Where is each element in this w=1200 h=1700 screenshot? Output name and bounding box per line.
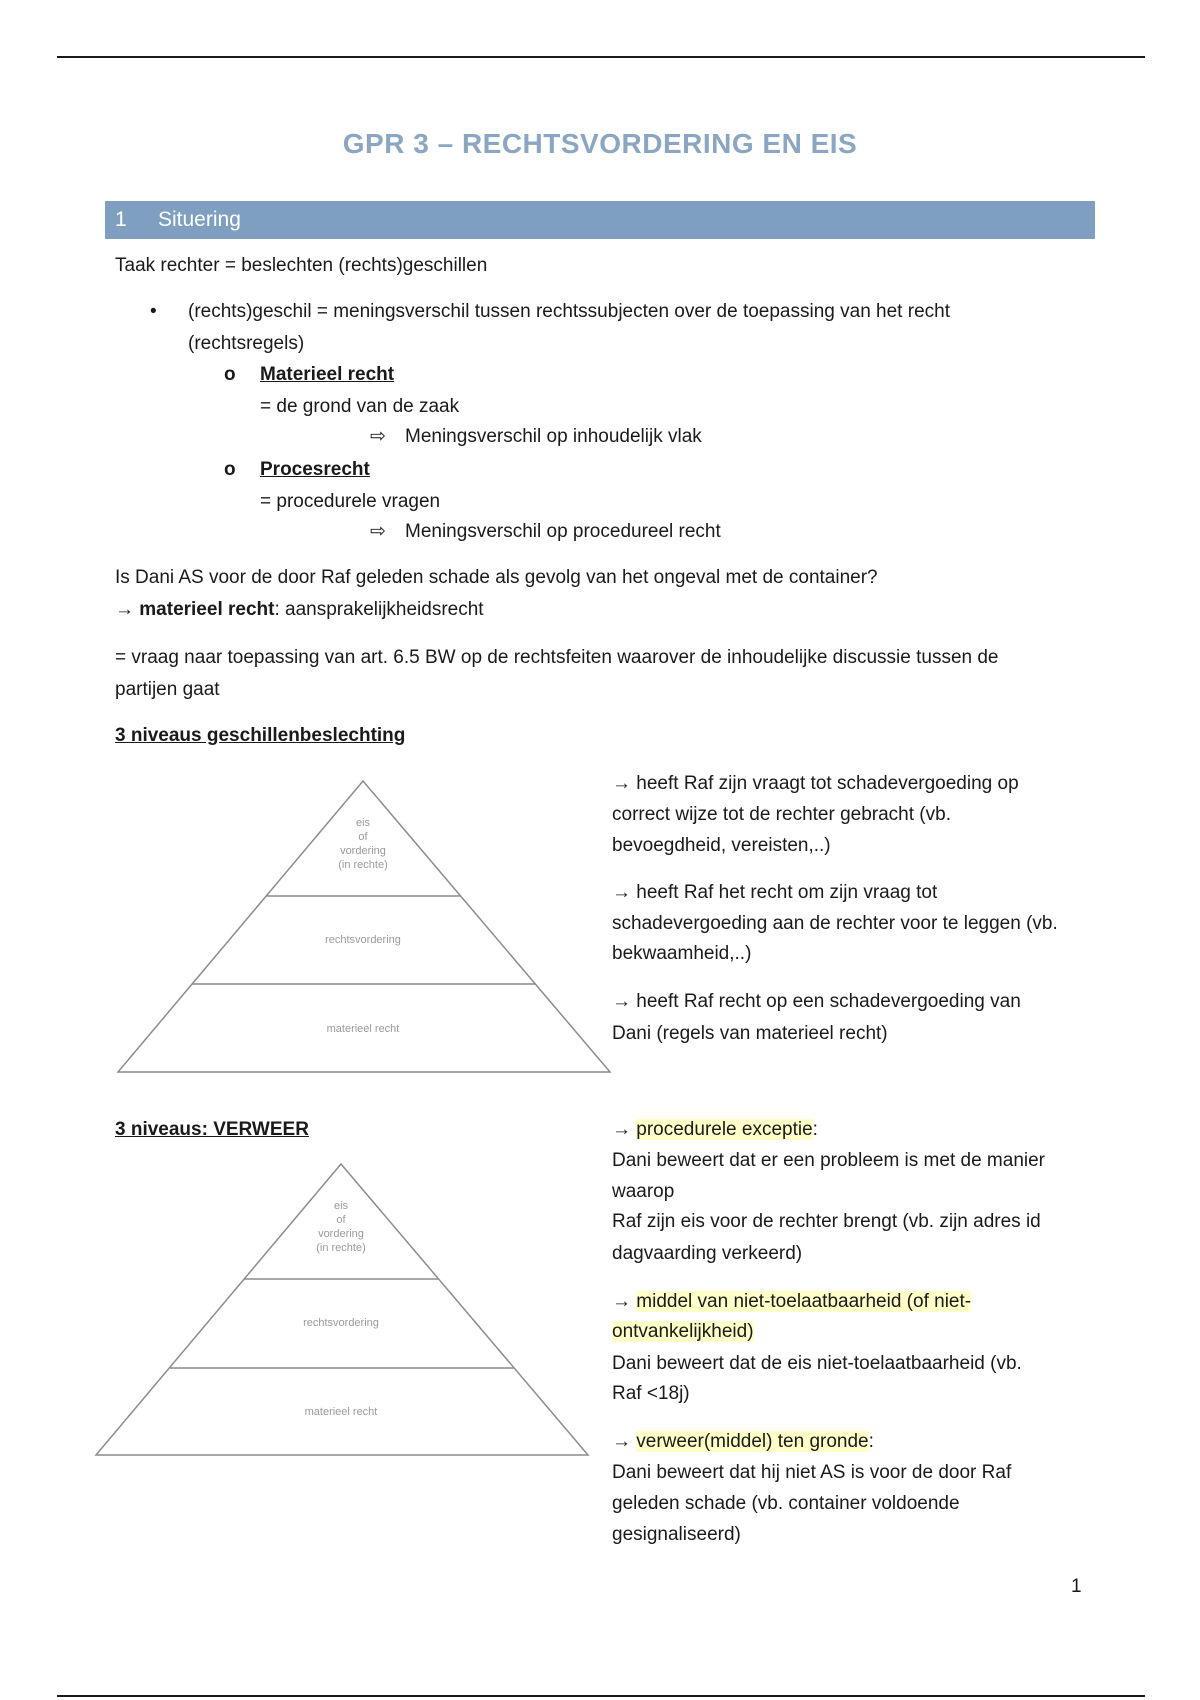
levels-point-line: → heeft Raf zijn vraagt tot schadevergoeding op (612, 773, 1019, 794)
highlighted-term: procedurele exceptie (636, 1119, 813, 1140)
defense-point-line: geleden schade (vb. container voldoende (612, 1493, 960, 1514)
pyramid-middle-label: rechtsvordering (325, 934, 401, 946)
explanation-line-2: partijen gaat (115, 679, 220, 700)
defense-point-title: → verweer(middel) ten gronde: (612, 1431, 874, 1452)
answer-rest: : aansprakelijkheidsrecht (274, 599, 484, 620)
levels-point-line: bevoegdheid, vereisten,..) (612, 835, 831, 856)
sub-item-definition: = de grond van de zaak (260, 396, 460, 417)
defense-point-line: Raf <18j) (612, 1383, 690, 1404)
section-title: Situering (158, 208, 241, 231)
highlighted-term: middel van niet-toelaatbaarheid (of niet- (636, 1291, 972, 1312)
pyramid-top-label: vordering (340, 845, 386, 857)
levels-heading: 3 niveaus geschillenbeslechting (115, 725, 406, 746)
pyramid-top-label: of (358, 831, 368, 843)
defense-point-title (612, 1286, 971, 1317)
pyramid-middle-label: rechtsvordering (303, 1317, 379, 1329)
defense-point-line: waarop (612, 1181, 675, 1202)
defense-point-line: Raf zijn eis voor de rechter brengt (vb. zijn adres id (612, 1211, 1041, 1232)
sub-item-heading: Procesrecht (260, 459, 370, 480)
arrow-icon: → (612, 1291, 631, 1312)
levels-point-line: Dani (regels van materieel recht) (612, 1023, 888, 1044)
defense-point-line: gesignaliseerd) (612, 1524, 741, 1545)
intro-text: Taak rechter = beslechten (rechts)geschillen (115, 255, 488, 276)
sub-bullet-marker: o (224, 364, 236, 385)
arrow-icon: → (612, 773, 631, 794)
answer-line (115, 594, 484, 625)
arrow-icon: → (612, 1431, 631, 1452)
sub-item-heading: Materieel recht (260, 364, 395, 385)
arrow-icon: → (612, 991, 631, 1012)
page-number: 1 (1071, 1576, 1082, 1597)
defense-point-title-cont (612, 1316, 754, 1347)
section-number: 1 (115, 208, 127, 231)
pyramid-diagram (110, 770, 620, 1080)
bullet-marker: • (150, 301, 157, 322)
defense-heading: 3 niveaus: VERWEER (115, 1119, 309, 1140)
defense-point-title: → procedurele exceptie: (612, 1119, 818, 1140)
pyramid-top-label: (in rechte) (338, 859, 388, 871)
defense-point-line: dagvaarding verkeerd) (612, 1243, 803, 1264)
section-header (105, 201, 1095, 239)
arrow-icon: → (612, 1119, 631, 1140)
pyramid-top-label: of (336, 1214, 346, 1226)
levels-point-line: schadevergoeding aan de rechter voor te leggen (vb. (612, 913, 1058, 934)
arrow-icon: → (115, 599, 134, 620)
sub-item-arrow-text: Meningsverschil op procedureel recht (405, 521, 721, 542)
arrow-icon: → (612, 882, 631, 903)
pyramid-bottom-label: materieel recht (326, 1023, 400, 1035)
arrow-icon: ⇨ (370, 521, 386, 542)
levels-point-line: → heeft Raf recht op een schadevergoeding van (612, 991, 1021, 1012)
answer-bold: materieel recht (139, 599, 275, 620)
page-title: GPR 3 – RECHTSVORDERING EN EIS (342, 128, 858, 159)
bullet-line-1: (rechts)geschil = meningsverschil tussen rechtssubjecten over de toepassing van het recht (188, 301, 950, 322)
pyramid-top-label: eis (355, 817, 371, 829)
pyramid-top-label: (in rechte) (316, 1242, 366, 1254)
bullet-line-2: (rechtsregels) (188, 333, 305, 354)
highlighted-term: verweer(middel) ten gronde (636, 1431, 869, 1452)
levels-point-line: bekwaamheid,..) (612, 943, 752, 964)
sub-bullet-marker: o (224, 459, 236, 480)
question-text: Is Dani AS voor de door Raf geleden schade als gevolg van het ongeval met de container? (115, 567, 878, 588)
levels-point-line: → heeft Raf het recht om zijn vraag tot (612, 882, 938, 903)
pyramid-top-label: vordering (318, 1228, 364, 1240)
defense-point-line: Dani beweert dat hij niet AS is voor de door Raf (612, 1462, 1012, 1483)
levels-point-line: correct wijze tot de rechter gebracht (vb. (612, 804, 951, 825)
arrow-icon: ⇨ (370, 426, 386, 447)
sub-item-definition: = procedurele vragen (260, 491, 441, 512)
pyramid-top-label: eis (333, 1200, 349, 1212)
highlighted-term: ontvankelijkheid) (612, 1321, 754, 1342)
defense-point-line: Dani beweert dat er een probleem is met de manier (612, 1150, 1046, 1171)
defense-pyramid-diagram (88, 1155, 598, 1465)
explanation-line-1: = vraag naar toepassing van art. 6.5 BW op de rechtsfeiten waarover de inhoudelijke discussie tussen de (115, 647, 999, 668)
sub-item-arrow-text: Meningsverschil op inhoudelijk vlak (405, 426, 702, 447)
pyramid-bottom-label: materieel recht (304, 1406, 378, 1418)
top-rule (57, 56, 1145, 58)
defense-point-line: Dani beweert dat de eis niet-toelaatbaarheid (vb. (612, 1353, 1022, 1374)
bottom-rule (57, 1695, 1145, 1697)
